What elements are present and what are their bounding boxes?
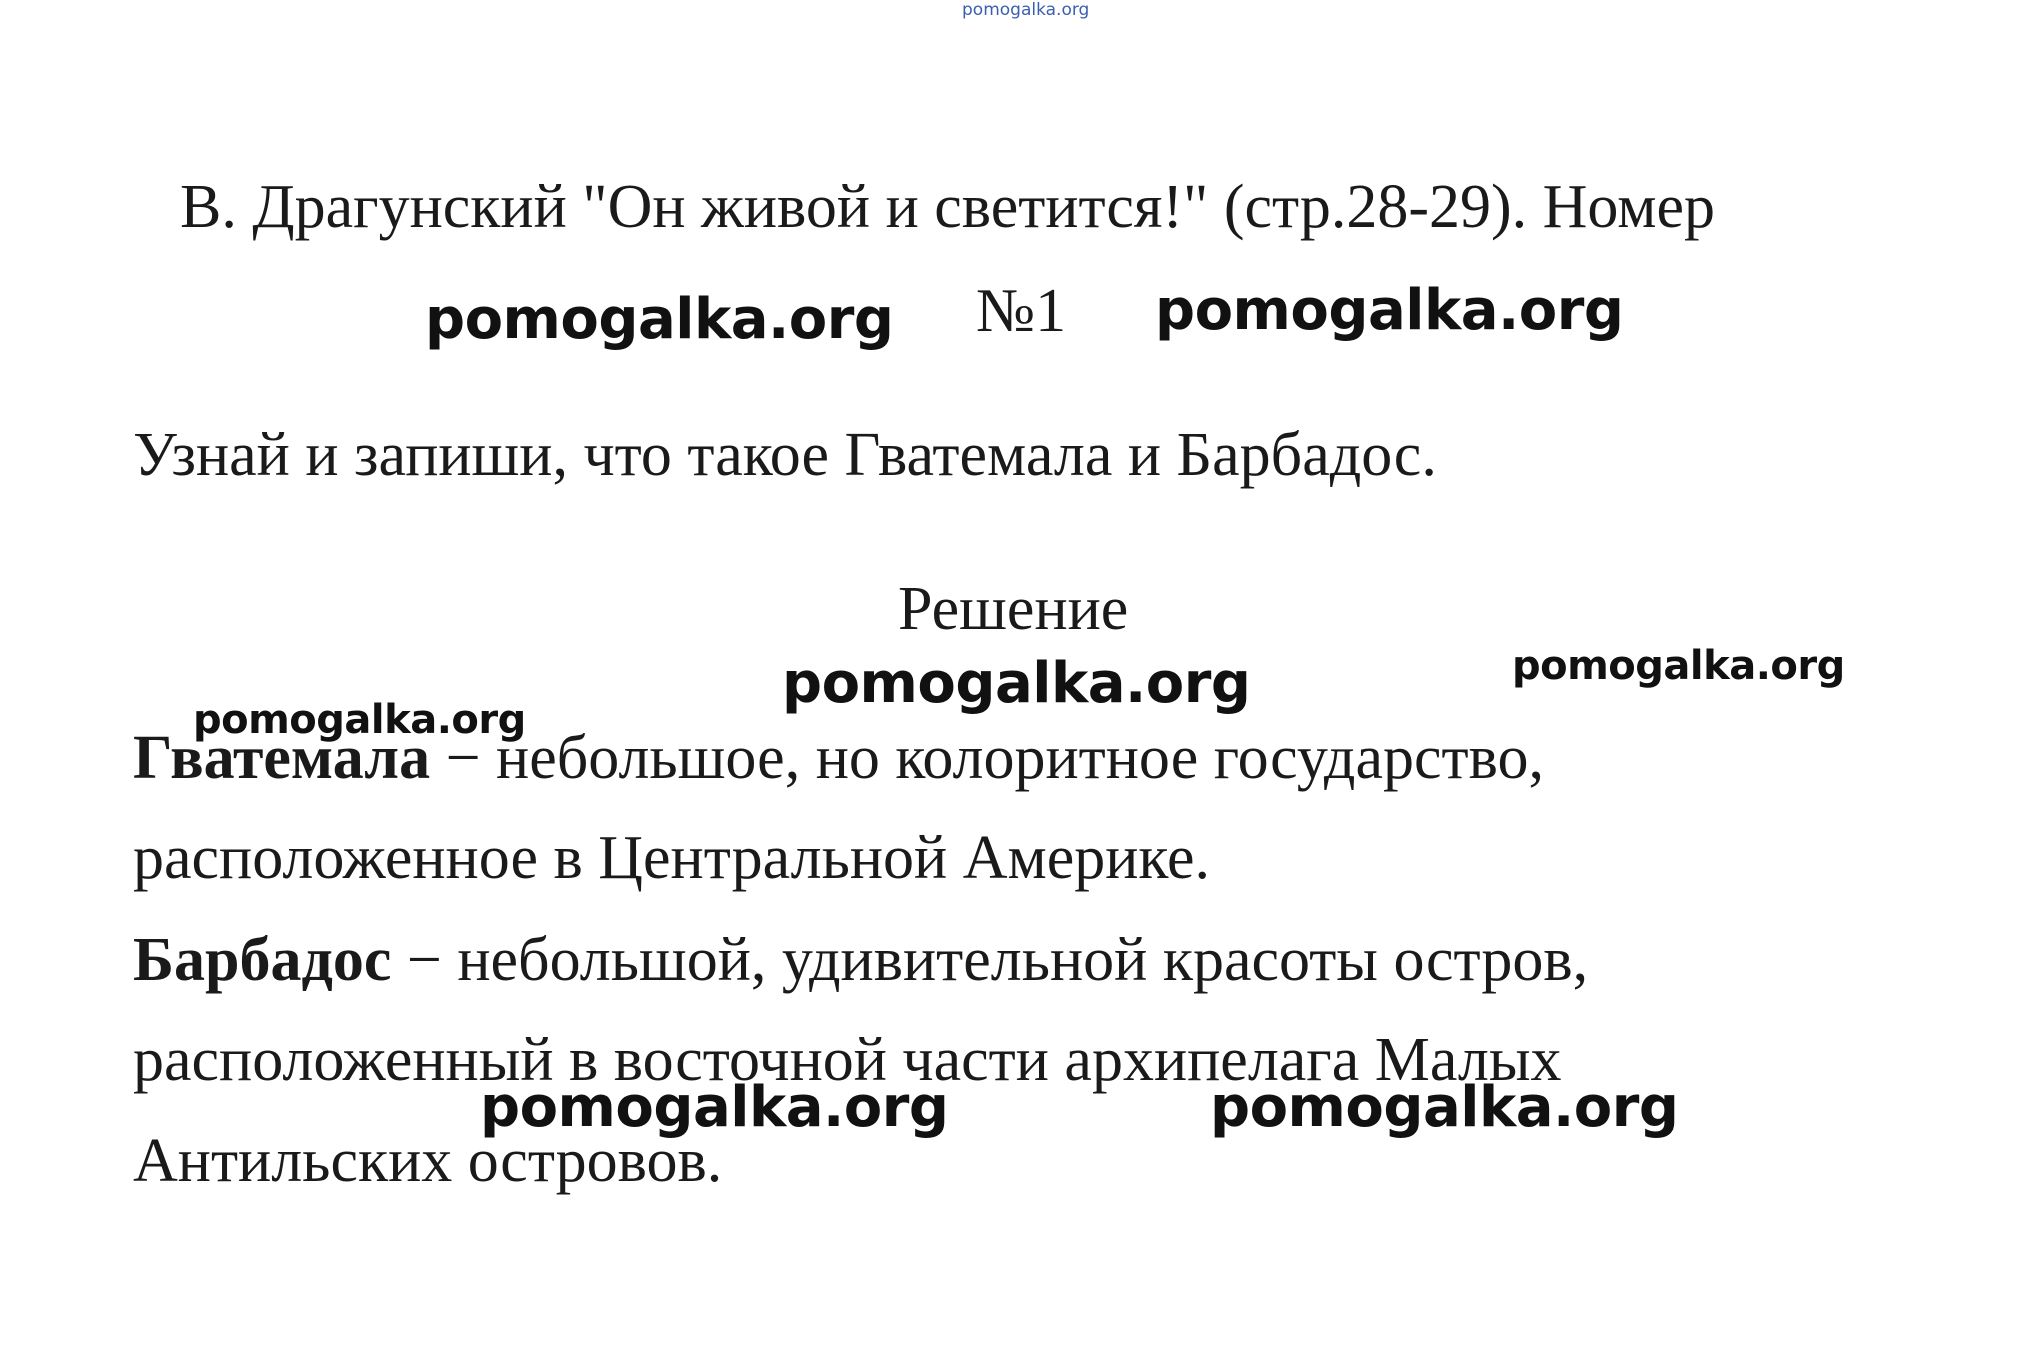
guatemala-line-1	[133, 724, 1544, 792]
barbados-line-3: Антильских островов.	[133, 1127, 723, 1195]
header-watermark: pomogalka.org	[962, 0, 1090, 20]
watermark-text: pomogalka.org	[782, 651, 1251, 716]
page-title: В. Драгунский "Он живой и светится!" (стр.28-29). Номер	[180, 173, 1715, 241]
watermark-text: pomogalka.org	[1210, 1075, 1679, 1140]
barbados-term: Барбадос	[133, 926, 392, 994]
barbados-line-2: расположенный в восточной части архипелага Малых	[133, 1026, 1562, 1094]
watermark-text: pomogalka.org	[425, 287, 894, 352]
watermark-text: pomogalka.org	[480, 1075, 949, 1140]
task-text: Узнай и запиши, что такое Гватемала и Барбадос.	[133, 421, 1437, 489]
watermark-text: pomogalka.org	[1155, 278, 1624, 343]
barbados-line-1	[133, 926, 1589, 994]
watermark-text: pomogalka.org	[1512, 643, 1845, 689]
guatemala-line-2: расположенное в Центральной Америке.	[133, 824, 1211, 892]
watermark-text: pomogalka.org	[193, 697, 526, 743]
solution-heading: Решение	[898, 575, 1129, 643]
exercise-number: №1	[976, 277, 1067, 345]
guatemala-definition: − небольшое, но колоритное государство,	[430, 724, 1544, 792]
guatemala-term: Гватемала	[133, 724, 431, 792]
barbados-definition: − небольшой, удивительной красоты остров,	[391, 926, 1589, 994]
